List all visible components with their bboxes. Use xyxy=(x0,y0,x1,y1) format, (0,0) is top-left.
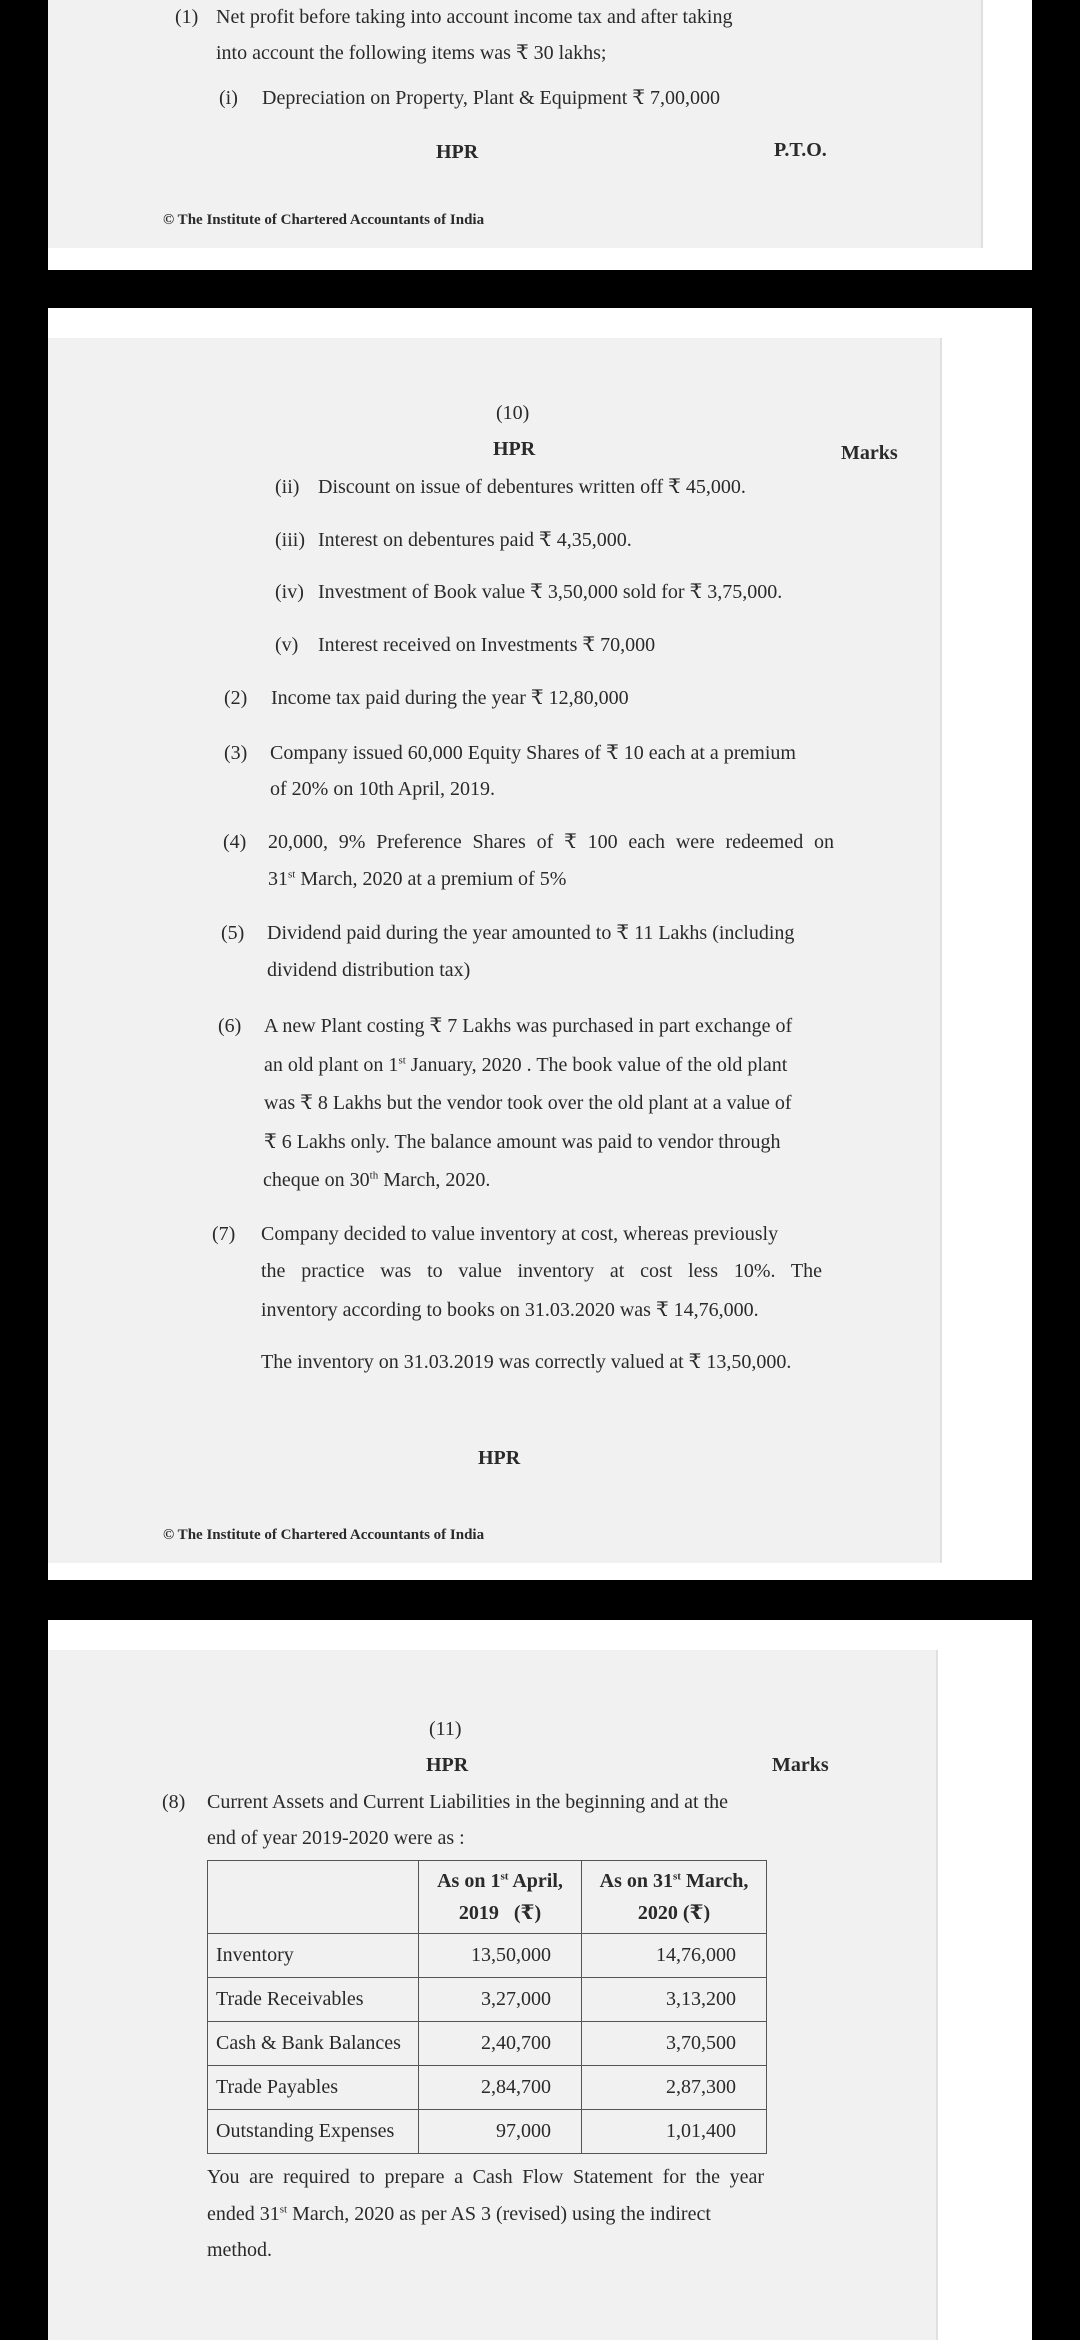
item-3-number: (3) xyxy=(224,742,248,764)
item-6-line-3: was ₹ 8 Lakhs but the vendor took over the old plant at a value of xyxy=(264,1092,792,1114)
opening-value: 3,27,000 xyxy=(419,1978,582,2022)
opening-value: 2,40,700 xyxy=(419,2022,582,2066)
ordinal-suffix: st xyxy=(288,868,296,881)
item-7-line-2: the practice was to value inventory at cost less 10%. The xyxy=(261,1260,822,1282)
item-7-number: (7) xyxy=(212,1223,236,1245)
sub-item-iv-text: Investment of Book value ₹ 3,50,000 sold for ₹ 3,75,000. xyxy=(318,581,783,603)
document-page-11 xyxy=(48,1620,1032,2340)
item-2-number: (2) xyxy=(224,687,248,709)
table-row xyxy=(208,1934,767,1978)
ordinal-suffix: th xyxy=(369,1169,379,1182)
item-5-line-2: dividend distribution tax) xyxy=(267,959,471,981)
item-6-number: (6) xyxy=(218,1015,242,1037)
requirement-line-1: You are required to prepare a Cash Flow Statement for the year xyxy=(207,2166,764,2188)
item-8-number: (8) xyxy=(162,1791,186,1813)
item-4-line-2 xyxy=(268,867,566,891)
sub-item-v-text: Interest received on Investments ₹ 70,000 xyxy=(318,634,656,656)
row-label: Trade Payables xyxy=(208,2066,419,2110)
item-5-number: (5) xyxy=(221,922,245,944)
scanned-area xyxy=(48,338,942,1563)
row-label: Outstanding Expenses xyxy=(208,2110,419,2154)
item-7-line-1: Company decided to value inventory at cost, whereas previously xyxy=(261,1223,779,1245)
item-6-line-2 xyxy=(264,1053,787,1077)
table-row xyxy=(208,2022,767,2066)
header-opening-column xyxy=(419,1861,582,1934)
current-assets-liabilities-table xyxy=(207,1860,767,2154)
item-5-line-1: Dividend paid during the year amounted to ₹ 11 Lakhs (including xyxy=(267,922,795,944)
item-2-text: Income tax paid during the year ₹ 12,80,000 xyxy=(271,687,629,709)
marks-column-label: Marks xyxy=(841,442,898,464)
page-number: (10) xyxy=(496,402,530,424)
hpr-mark: HPR xyxy=(436,141,479,163)
requirement-line-2 xyxy=(207,2202,764,2226)
header-closing-suffix: March, xyxy=(680,1870,749,1892)
header-closing-line-2: 2020 (₹) xyxy=(637,1902,711,1924)
sub-item-iv-number: (iv) xyxy=(275,581,304,603)
header-item-column xyxy=(208,1861,419,1934)
ordinal-suffix: st xyxy=(398,1054,406,1067)
item-7-line-4: The inventory on 31.03.2019 was correctly valued at ₹ 13,50,000. xyxy=(261,1351,792,1373)
document-page-10 xyxy=(48,308,1032,1580)
hpr-mark: HPR xyxy=(426,1754,469,1776)
item-1-line-2: into account the following items was ₹ 30 lakhs; xyxy=(216,42,607,64)
row-label: Cash & Bank Balances xyxy=(208,2022,419,2066)
item-8-line-1: Current Assets and Current Liabilities in the beginning and at the xyxy=(207,1791,729,1813)
closing-value: 3,13,200 xyxy=(582,1978,767,2022)
document-page-9 xyxy=(48,0,1032,270)
header-closing-prefix: As on 31 xyxy=(599,1870,673,1892)
opening-value: 13,50,000 xyxy=(419,1934,582,1978)
ordinal-suffix: st xyxy=(673,1870,681,1883)
item-4-line-2-rest: March, 2020 at a premium of 5% xyxy=(295,868,567,890)
item-6-line-5-start: cheque on 30 xyxy=(263,1169,370,1191)
sub-item-iii-text: Interest on debentures paid ₹ 4,35,000. xyxy=(318,529,632,551)
table-row xyxy=(208,1978,767,2022)
table-row xyxy=(208,2066,767,2110)
hpr-mark: HPR xyxy=(493,438,536,460)
sub-item-i-text: Depreciation on Property, Plant & Equipment ₹ 7,00,000 xyxy=(262,87,721,109)
sub-item-iii-number: (iii) xyxy=(275,529,305,551)
ordinal-suffix: st xyxy=(279,2203,288,2216)
hpr-mark-bottom: HPR xyxy=(478,1447,521,1469)
item-7-line-3: inventory according to books on 31.03.2020 was ₹ 14,76,000. xyxy=(261,1299,759,1321)
ordinal-suffix: st xyxy=(500,1870,509,1883)
opening-value: 97,000 xyxy=(419,2110,582,2154)
closing-value: 1,01,400 xyxy=(582,2110,767,2154)
closing-value: 2,87,300 xyxy=(582,2066,767,2110)
item-6-line-1: A new Plant costing ₹ 7 Lakhs was purchased in part exchange of xyxy=(264,1015,793,1037)
item-1-number: (1) xyxy=(175,6,199,28)
sub-item-v-number: (v) xyxy=(275,634,299,656)
page-number: (11) xyxy=(429,1718,462,1740)
item-3-line-2: of 20% on 10th April, 2019. xyxy=(270,778,495,800)
pto-label: P.T.O. xyxy=(774,139,827,161)
copyright-footer: © The Institute of Chartered Accountants of India xyxy=(163,212,485,228)
header-opening-line-2: 2019 (₹) xyxy=(458,1902,542,1924)
item-6-line-5-rest: March, 2020. xyxy=(378,1169,491,1191)
requirement-line-2-rest: March, 2020 as per AS 3 (revised) using the indirect xyxy=(287,2203,711,2225)
header-closing-column xyxy=(582,1861,767,1934)
closing-value: 14,76,000 xyxy=(582,1934,767,1978)
row-label: Inventory xyxy=(208,1934,419,1978)
requirement-line-2-start: ended 31 xyxy=(207,2203,280,2225)
marks-column-label: Marks xyxy=(772,1754,829,1776)
item-6-line-2-start: an old plant on 1 xyxy=(264,1054,399,1076)
closing-value: 3,70,500 xyxy=(582,2022,767,2066)
item-4-day: 31 xyxy=(268,868,288,890)
sub-item-ii-text: Discount on issue of debentures written off ₹ 45,000. xyxy=(318,476,746,498)
item-3-line-1: Company issued 60,000 Equity Shares of ₹ 10 each at a premium xyxy=(270,742,796,764)
requirement-line-3: method. xyxy=(207,2239,272,2261)
item-8-line-2: end of year 2019-2020 were as : xyxy=(207,1827,465,1849)
table-header-row xyxy=(208,1861,767,1934)
table-row xyxy=(208,2110,767,2154)
sub-item-i-number: (i) xyxy=(219,87,238,109)
item-4-line-1: 20,000, 9% Preference Shares of ₹ 100 each were redeemed on xyxy=(268,831,834,853)
item-1-line-1: Net profit before taking into account income tax and after taking xyxy=(216,6,733,28)
item-6-line-5 xyxy=(263,1168,490,1192)
header-closing-line-1 xyxy=(600,1870,749,1892)
header-opening-suffix: April, xyxy=(508,1870,563,1892)
row-label: Trade Receivables xyxy=(208,1978,419,2022)
item-6-line-2-rest: January, 2020 . The book value of the old plant xyxy=(405,1054,788,1076)
item-6-line-4: ₹ 6 Lakhs only. The balance amount was paid to vendor through xyxy=(264,1131,781,1153)
copyright-footer: © The Institute of Chartered Accountants of India xyxy=(163,1527,485,1543)
item-4-number: (4) xyxy=(223,831,247,853)
opening-value: 2,84,700 xyxy=(419,2066,582,2110)
sub-item-ii-number: (ii) xyxy=(275,476,300,498)
header-opening-prefix: As on 1 xyxy=(437,1870,501,1892)
header-opening-line-1 xyxy=(437,1870,563,1892)
